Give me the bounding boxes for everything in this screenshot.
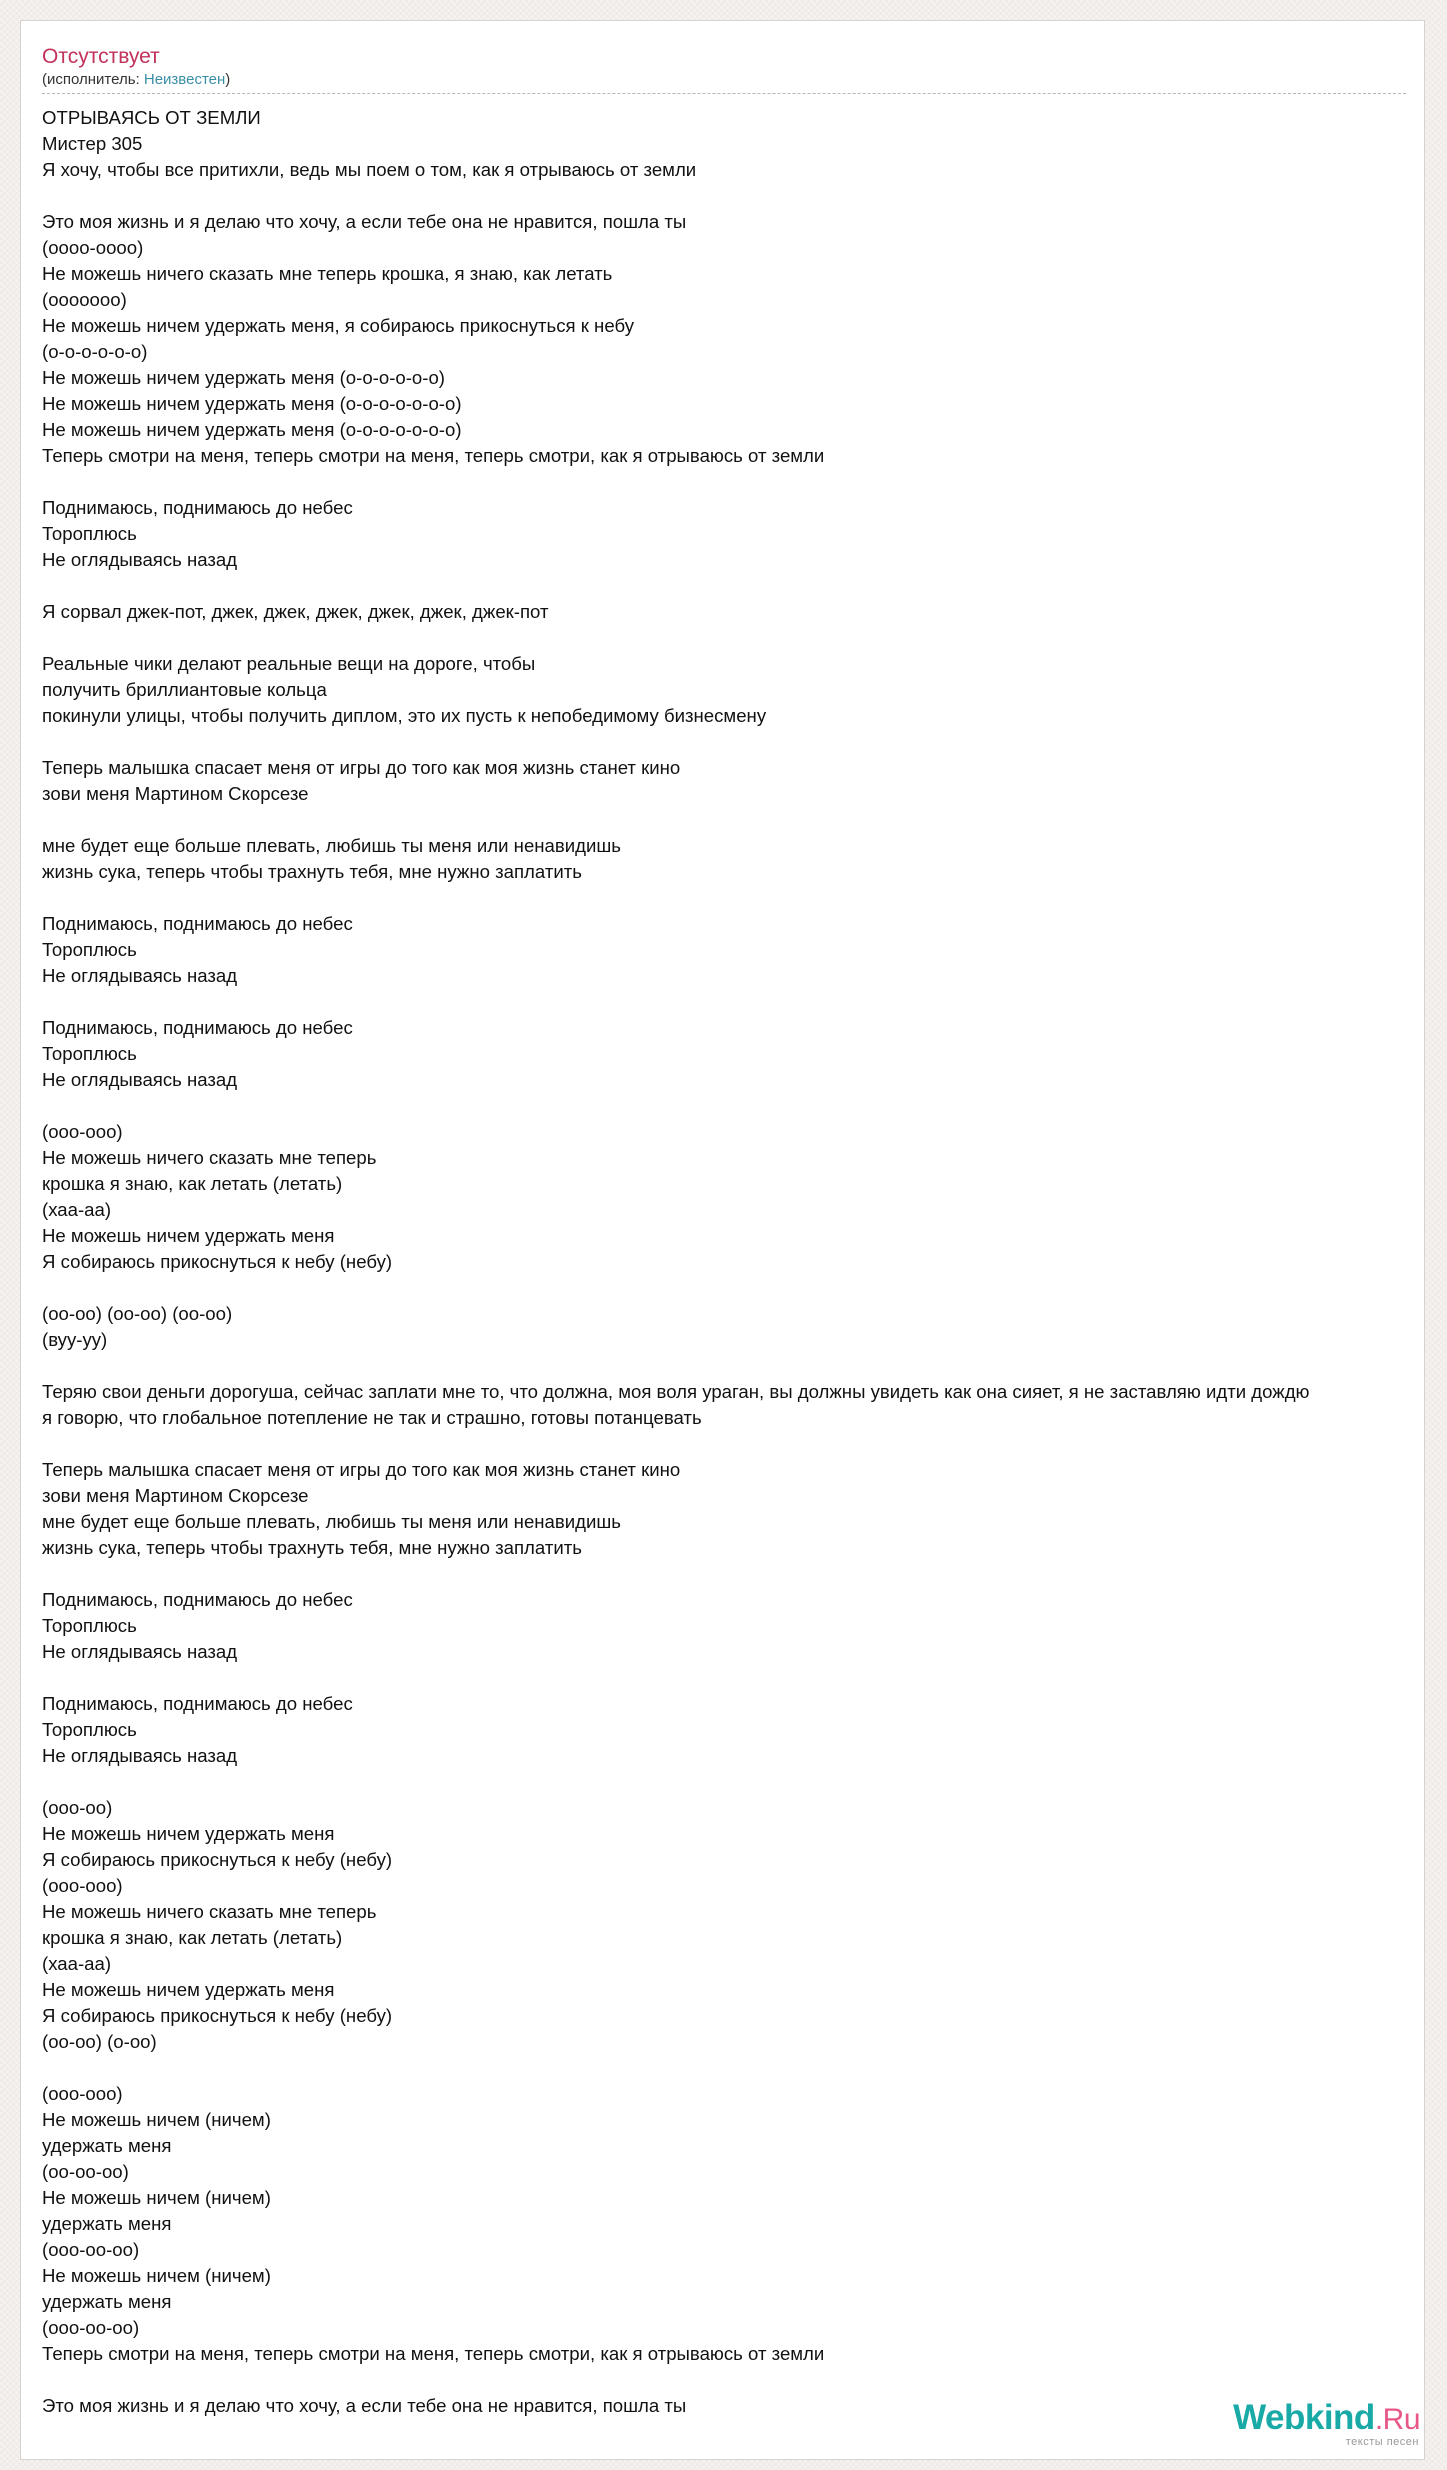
lyric-line: (хаа-аа) bbox=[42, 1199, 112, 1220]
lyric-line: (оооо-оооо) bbox=[42, 237, 144, 258]
lyric-line: удержать меня bbox=[42, 2213, 172, 2234]
lyric-line: (ооо-ооо) bbox=[42, 1121, 123, 1142]
lyric-line bbox=[42, 1561, 1310, 1587]
lyric-line: (ооо-ооо) bbox=[42, 1875, 123, 1896]
lyric-line: Теперь малышка спасает меня от игры до того как моя жизнь станет кино bbox=[42, 757, 681, 778]
lyric-line: Теперь малышка спасает меня от игры до того как моя жизнь станет кино bbox=[42, 1459, 681, 1480]
lyric-line bbox=[42, 1275, 1310, 1301]
lyric-line: Не можешь ничем (ничем) bbox=[42, 2265, 271, 2286]
dashed-divider bbox=[42, 93, 1406, 94]
lyric-line: жизнь сука, теперь чтобы трахнуть тебя, мне нужно заплатить bbox=[42, 861, 582, 882]
lyric-line: Не можешь ничем удержать меня, я собираюсь прикоснуться к небу bbox=[42, 315, 634, 336]
lyric-line: Я сорвал джек-пот, джек, джек, джек, джек, джек, джек-пот bbox=[42, 601, 549, 622]
lyric-line: удержать меня bbox=[42, 2135, 172, 2156]
lyric-line: Теперь смотри на меня, теперь смотри на меня, теперь смотри, как я отрываюсь от земли bbox=[42, 445, 825, 466]
logo-tld: .Ru bbox=[1374, 2403, 1420, 2436]
lyric-line: Не можешь ничем удержать меня bbox=[42, 1979, 335, 2000]
lyric-line: (оо-оо) (оо-оо) (оо-оо) bbox=[42, 1303, 233, 1324]
site-logo[interactable] bbox=[1233, 2400, 1420, 2438]
lyric-line: Я собираюсь прикоснуться к небу (небу) bbox=[42, 1849, 393, 1870]
lyric-line: (ооо-ооо) bbox=[42, 2083, 123, 2104]
logo-name: Webkind bbox=[1233, 2398, 1375, 2437]
lyric-line bbox=[42, 1353, 1310, 1379]
lyric-line: (о-о-о-о-о-о) bbox=[42, 341, 148, 362]
lyric-line: Поднимаюсь, поднимаюсь до небес bbox=[42, 1017, 353, 1038]
lyric-line: мне будет еще больше плевать, любишь ты меня или ненавидишь bbox=[42, 1511, 621, 1532]
lyric-line: (ооо-оо) bbox=[42, 1797, 113, 1818]
lyric-line: Не можешь ничем удержать меня (о-о-о-о-о-о-о) bbox=[42, 419, 462, 440]
lyrics-card bbox=[20, 20, 1425, 2460]
lyric-line bbox=[42, 183, 1310, 209]
lyric-line: Мистер 305 bbox=[42, 133, 143, 154]
lyric-line: крошка я знаю, как летать (летать) bbox=[42, 1927, 343, 1948]
lyric-line bbox=[42, 2055, 1310, 2081]
lyric-line: Тороплюсь bbox=[42, 523, 137, 544]
lyric-line: Тороплюсь bbox=[42, 1615, 137, 1636]
artist-suffix: ) bbox=[225, 71, 231, 88]
lyric-line: Тороплюсь bbox=[42, 1719, 137, 1740]
lyric-line: (ооо-оо-оо) bbox=[42, 2239, 140, 2260]
lyric-line: мне будет еще больше плевать, любишь ты меня или ненавидишь bbox=[42, 835, 621, 856]
lyric-line bbox=[42, 469, 1310, 495]
song-title: Отсутствует bbox=[42, 45, 160, 68]
lyric-line: Не можешь ничем удержать меня bbox=[42, 1225, 335, 1246]
lyric-line: Поднимаюсь, поднимаюсь до небес bbox=[42, 497, 353, 518]
lyric-line: я говорю, что глобальное потепление не так и страшно, готовы потанцевать bbox=[42, 1407, 702, 1428]
artist-prefix: (исполнитель: bbox=[42, 71, 144, 88]
lyric-line: Не можешь ничем удержать меня (о-о-о-о-о-о-о) bbox=[42, 393, 462, 414]
lyric-line bbox=[42, 1665, 1310, 1691]
lyric-line: Не оглядываясь назад bbox=[42, 1069, 238, 1090]
lyric-line: (хаа-аа) bbox=[42, 1953, 112, 1974]
lyric-line: Поднимаюсь, поднимаюсь до небес bbox=[42, 1589, 353, 1610]
lyric-line: Не оглядываясь назад bbox=[42, 965, 238, 986]
lyric-line bbox=[42, 989, 1310, 1015]
lyric-line: Тороплюсь bbox=[42, 1043, 137, 1064]
lyric-line: Я собираюсь прикоснуться к небу (небу) bbox=[42, 1251, 393, 1272]
lyrics-text bbox=[42, 105, 1310, 2419]
lyric-line: Теряю свои деньги дорогуша, сейчас заплати мне то, что должна, моя воля ураган, вы должны увидеть как она сияет, я не заставляю идти дождю bbox=[42, 1381, 1310, 1402]
lyric-line: Не можешь ничего сказать мне теперь bbox=[42, 1147, 377, 1168]
lyric-line: ОТРЫВАЯСЬ ОТ ЗЕМЛИ bbox=[42, 107, 261, 128]
lyric-line: крошка я знаю, как летать (летать) bbox=[42, 1173, 343, 1194]
lyric-line: зови меня Мартином Скорсезе bbox=[42, 783, 309, 804]
lyric-line: Не можешь ничем (ничем) bbox=[42, 2187, 271, 2208]
lyric-line: Не оглядываясь назад bbox=[42, 1745, 238, 1766]
lyric-line: Не оглядываясь назад bbox=[42, 1641, 238, 1662]
lyric-line bbox=[42, 2367, 1310, 2393]
lyric-line bbox=[42, 625, 1310, 651]
logo-tagline: тексты песен bbox=[1345, 2436, 1419, 2448]
lyric-line: Не можешь ничем удержать меня bbox=[42, 1823, 335, 1844]
lyric-line: зови меня Мартином Скорсезе bbox=[42, 1485, 309, 1506]
lyric-line: (оо-оо) (о-оо) bbox=[42, 2031, 157, 2052]
lyric-line: Не оглядываясь назад bbox=[42, 549, 238, 570]
lyric-line: Не можешь ничем (ничем) bbox=[42, 2109, 271, 2130]
lyric-line: Не можешь ничего сказать мне теперь крошка, я знаю, как летать bbox=[42, 263, 613, 284]
lyric-line: Реальные чики делают реальные вещи на дороге, чтобы bbox=[42, 653, 536, 674]
lyric-line: Тороплюсь bbox=[42, 939, 137, 960]
lyric-line: жизнь сука, теперь чтобы трахнуть тебя, мне нужно заплатить bbox=[42, 1537, 582, 1558]
lyric-line: удержать меня bbox=[42, 2291, 172, 2312]
lyric-line: (ооооооо) bbox=[42, 289, 127, 310]
lyric-line: Поднимаюсь, поднимаюсь до небес bbox=[42, 913, 353, 934]
artist-link[interactable]: Неизвестен bbox=[143, 71, 226, 88]
lyric-line bbox=[42, 885, 1310, 911]
lyric-line: Поднимаюсь, поднимаюсь до небес bbox=[42, 1693, 353, 1714]
lyric-line: Это моя жизнь и я делаю что хочу, а если тебе она не нравится, пошла ты bbox=[42, 2395, 687, 2416]
lyric-line bbox=[42, 729, 1310, 755]
lyric-line: получить бриллиантовые кольца bbox=[42, 679, 327, 700]
lyric-line bbox=[42, 1093, 1310, 1119]
lyric-line bbox=[42, 807, 1310, 833]
lyric-line: Я собираюсь прикоснуться к небу (небу) bbox=[42, 2005, 393, 2026]
lyric-line: Это моя жизнь и я делаю что хочу, а если тебе она не нравится, пошла ты bbox=[42, 211, 687, 232]
lyric-line: Теперь смотри на меня, теперь смотри на меня, теперь смотри, как я отрываюсь от земли bbox=[42, 2343, 825, 2364]
lyric-line bbox=[42, 1769, 1310, 1795]
artist-line bbox=[42, 70, 230, 90]
lyric-line bbox=[42, 1431, 1310, 1457]
lyric-line: (оо-оо-оо) bbox=[42, 2161, 129, 2182]
lyric-line: Не можешь ничем удержать меня (о-о-о-о-о-о) bbox=[42, 367, 445, 388]
lyric-line bbox=[42, 573, 1310, 599]
lyric-line: Не можешь ничего сказать мне теперь bbox=[42, 1901, 377, 1922]
lyric-line: (вуу-уу) bbox=[42, 1329, 108, 1350]
lyric-line: Я хочу, чтобы все притихли, ведь мы поем о том, как я отрываюсь от земли bbox=[42, 159, 697, 180]
lyric-line: (ооо-оо-оо) bbox=[42, 2317, 140, 2338]
lyric-line: покинули улицы, чтобы получить диплом, это их пусть к непобедимому бизнесмену bbox=[42, 705, 767, 726]
